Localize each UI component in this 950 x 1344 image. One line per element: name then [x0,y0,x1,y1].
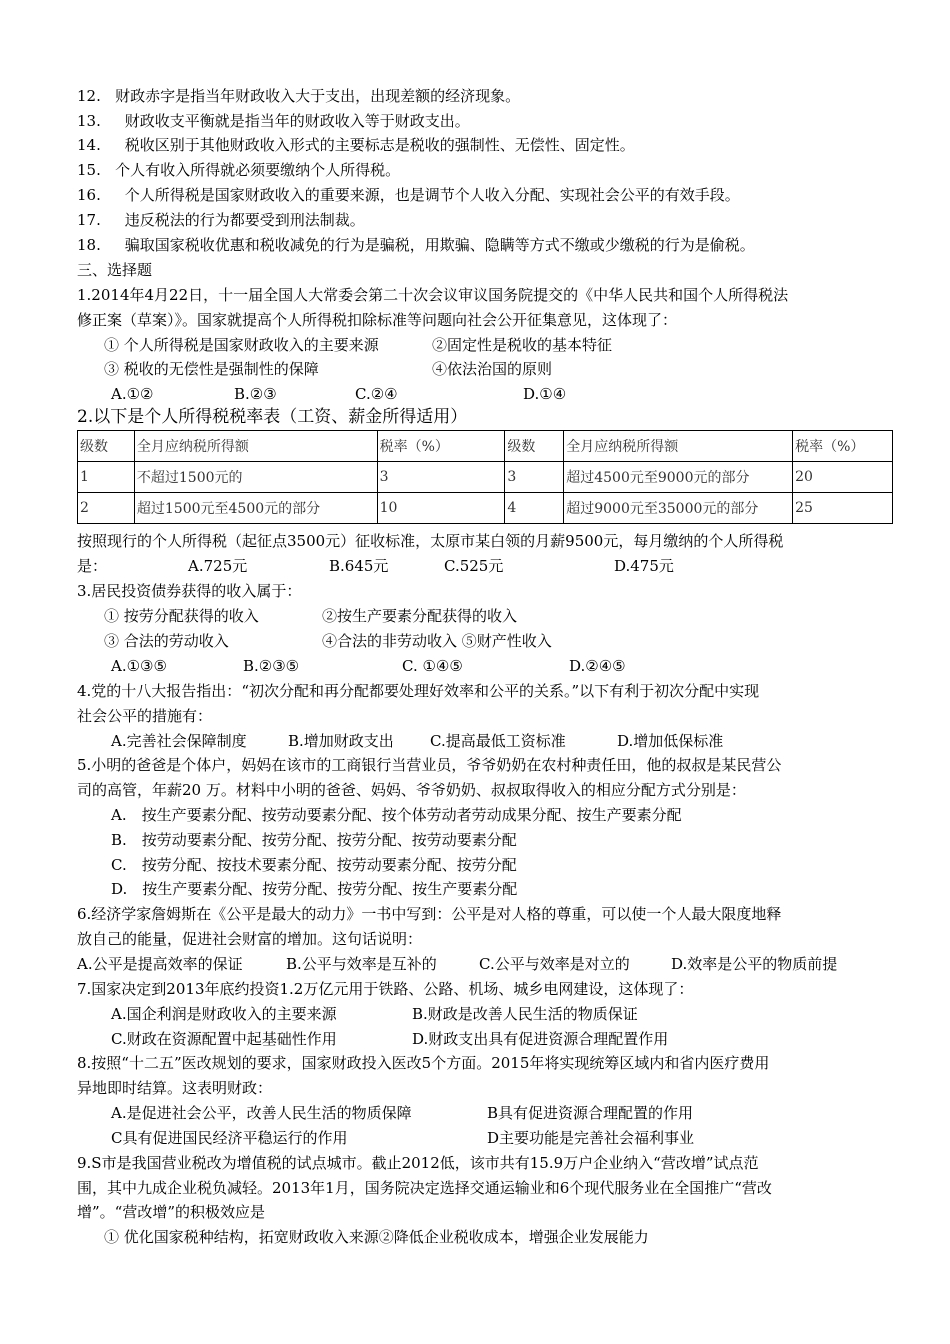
q3-stem: 3.居民投资债券获得的收入属于： [77,582,302,600]
q4-option-a: A.完善社会保障制度 [111,732,247,750]
table-cell: 20 [793,462,893,493]
q2-stem-line1: 按照现行的个人所得税（起征点3500元）征收标准，太原市某白领的月薪9500元，每月缴纳的个人所得税 [77,532,784,550]
table-cell: 不超过1500元的 [134,462,377,493]
item-number: 18. [77,236,101,254]
q8-option-b: B具有促进资源合理配置的作用 [487,1104,694,1122]
q7-option-c: C.财政在资源配置中起基础性作用 [111,1030,337,1048]
judge-item-16 [77,184,740,206]
q3-option-a: A.①③⑤ [111,657,167,675]
q6-stem-line2: 放自己的能量，促进社会财富的增加。这句话说明： [77,930,423,948]
judge-item-17 [77,209,365,231]
q6-option-c: C.公平与效率是对立的 [479,955,630,973]
q3-statement-2: ②按生产要素分配获得的收入 [322,607,518,625]
table-cell: 3 [377,462,505,493]
q6-option-a: A.公平是提高效率的保证 [77,955,243,973]
q8-option-a: A.是促进社会公平，改善人民生活的物质保障 [111,1104,412,1122]
judge-item-15 [77,159,400,181]
q1-statement-2: ②固定性是税收的基本特征 [432,336,613,354]
table-cell: 4 [505,493,564,524]
item-text: 税收区别于其他财政收入形式的主要标志是税收的强制性、无偿性、固定性。 [124,136,635,154]
table-header-cell: 级数 [505,431,564,462]
item-number: 16. [77,186,101,204]
item-text: 骗取国家税收优惠和税收减免的行为是骗税，用欺骗、隐瞒等方式不缴或少缴税的行为是偷税。 [124,236,755,254]
q1-option-a: A.①② [111,385,154,403]
table-cell: 3 [505,462,564,493]
table-header-cell: 税率（%） [377,431,505,462]
judge-item-14 [77,134,635,156]
q8-stem-line2: 异地即时结算。这表明财政： [77,1079,273,1097]
tax-rate-table [77,430,893,524]
item-number: 12. [77,87,101,105]
q5-stem-line1: 5.小明的爸爸是个体户，妈妈在该市的工商银行当营业员，爷爷奶奶在农村种责任田，他的叔叔是某民营公 [77,756,782,774]
q4-option-b: B.增加财政支出 [288,732,394,750]
judge-item-18 [77,234,755,256]
table-cell: 10 [377,493,505,524]
item-text: 个人有收入所得就必须要缴纳个人所得税。 [115,161,401,179]
q5-option-a: A. 按生产要素分配、按劳动要素分配、按个体劳动者劳动成果分配、按生产要素分配 [111,806,682,824]
q2-option-d: D.475元 [614,557,674,575]
q4-option-c: C.提高最低工资标准 [430,732,566,750]
q5-option-b: B. 按劳动要素分配、按劳分配、按劳分配、按劳动要素分配 [111,831,517,849]
q9-stem-line1: 9.S市是我国营业税改为增值税的试点城市。截止2012低，该市共有15.9万户企业纳入“营改增”试点范 [77,1154,759,1172]
q3-statement-1: ① 按劳分配获得的收入 [104,607,259,625]
q2-title: 2.以下是个人所得税税率表（工资、薪金所得适用） [77,407,468,427]
item-text: 财政赤字是指当年财政收入大于支出，出现差额的经济现象。 [115,87,521,105]
table-cell: 1 [78,462,135,493]
q1-stem-line1: 1.2014年4月22日，十一届全国人大常委会第二十次会议审议国务院提交的《中华人民共和国个人所得税法 [77,286,789,304]
table-cell: 2 [78,493,135,524]
q1-option-c: C.②④ [355,385,398,403]
item-number: 14. [77,136,101,154]
q1-option-d: D.①④ [523,385,567,403]
q2-option-c: C.525元 [444,557,504,575]
table-cell: 25 [793,493,893,524]
q7-option-a: A.国企利润是财政收入的主要来源 [111,1005,337,1023]
q4-option-d: D.增加低保标准 [617,732,724,750]
table-header-cell: 级数 [78,431,135,462]
item-text: 违反税法的行为都要受到刑法制裁。 [124,211,365,229]
q5-option-d: D. 按生产要素分配、按劳分配、按劳分配、按生产要素分配 [111,880,518,898]
table-header-cell: 全月应纳税所得额 [564,431,793,462]
q2-option-a: A.725元 [188,557,248,575]
q1-statement-1: ① 个人所得税是国家财政收入的主要来源 [104,336,379,354]
q1-statement-4: ④依法治国的原则 [432,360,553,378]
judge-item-12 [77,85,520,107]
q8-stem-line1: 8.按照“十二五”医改规划的要求，国家财政投入医改5个方面。2015年将实现统筹区域内和省内医疗费用 [77,1054,770,1072]
judge-item-13 [77,110,470,132]
q3-statement-3: ③ 合法的劳动收入 [104,632,229,650]
q7-stem: 7.国家决定到2013年底约投资1.2万亿元用于铁路、公路、机场、城乡电网建设，这体现了： [77,980,694,998]
table-cell: 超过4500元至9000元的部分 [564,462,793,493]
q2-option-b: B.645元 [329,557,389,575]
q1-option-b: B.②③ [234,385,277,403]
q8-option-d: D主要功能是完善社会福利事业 [487,1129,695,1147]
item-number: 15. [77,161,101,179]
item-text: 财政收支平衡就是指当年的财政收入等于财政支出。 [124,112,470,130]
q3-option-d: D.②④⑤ [569,657,626,675]
q8-option-c: C具有促进国民经济平稳运行的作用 [111,1129,348,1147]
table-header-cell: 全月应纳税所得额 [134,431,377,462]
q2-stem-line2: 是： [77,557,108,575]
q3-statement-4-5: ④合法的非劳动收入 ⑤财产性收入 [322,632,552,650]
item-text: 个人所得税是国家财政收入的重要来源，也是调节个人收入分配、实现社会公平的有效手段。 [124,186,740,204]
item-number: 13. [77,112,101,130]
table-row [78,493,893,524]
q5-option-c: C. 按劳分配、按技术要素分配、按劳动要素分配、按劳分配 [111,856,517,874]
q7-option-b: B.财政是改善人民生活的物质保证 [412,1005,638,1023]
q4-stem-line2: 社会公平的措施有： [77,707,213,725]
q3-option-b: B.②③⑤ [243,657,300,675]
q6-option-d: D.效率是公平的物质前提 [671,955,838,973]
section-title: 三、选择题 [77,261,153,279]
q1-stem-line2: 修正案（草案）》。国家就提高个人所得税扣除标准等问题向社会公开征集意见，这体现了： [77,311,678,329]
q9-stem-line3: 增”。“营改增”的积极效应是 [77,1203,266,1221]
q3-option-c: C. ①④⑤ [402,657,463,675]
table-row [78,462,893,493]
table-cell: 超过1500元至4500元的部分 [134,493,377,524]
table-cell: 超过9000元至35000元的部分 [564,493,793,524]
q7-option-d: D.财政支出具有促进资源合理配置作用 [412,1030,669,1048]
item-number: 17. [77,211,101,229]
q5-stem-line2: 司的高管，年薪20 万。材料中小明的爸爸、妈妈、爷爷奶奶、叔叔取得收入的相应分配方式分别是： [77,781,746,799]
table-header-row [78,431,893,462]
q9-stem-line2: 围，其中九成企业税负减轻。2013年1月，国务院决定选择交通运输业和6个现代服务业在全国推广“营改 [77,1179,772,1197]
q6-option-b: B.公平与效率是互补的 [286,955,437,973]
table-header-cell: 税率（%） [793,431,893,462]
q6-stem-line1: 6.经济学家詹姆斯在《公平是最大的动力》一书中写到：公平是对人格的尊重，可以使一个人最大限度地释 [77,905,782,923]
q9-statements-1-2: ① 优化国家税种结构，拓宽财政收入来源②降低企业税收成本，增强企业发展能力 [104,1228,649,1246]
q4-stem-line1: 4.党的十八大报告指出：“初次分配和再分配都要处理好效率和公平的关系。”以下有利于初次分配中实现 [77,682,760,700]
q1-statement-3: ③ 税收的无偿性是强制性的保障 [104,360,319,378]
